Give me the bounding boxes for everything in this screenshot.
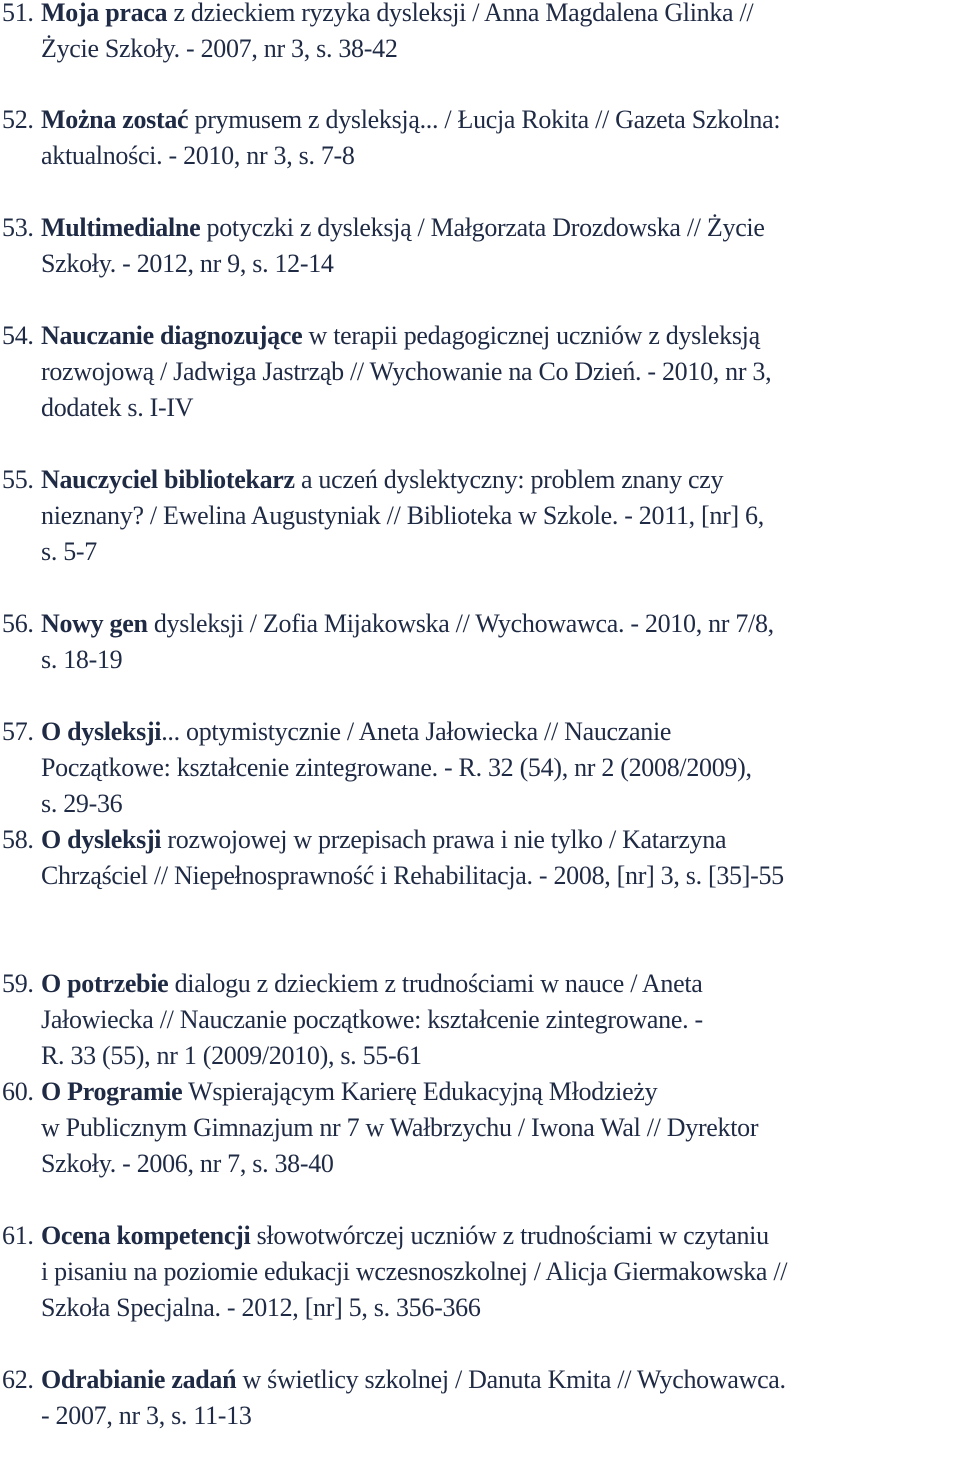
entry-text <box>41 822 959 894</box>
entry-segment: rozwojowej w przepisach prawa i nie tylko / Katarzyna <box>161 825 727 854</box>
entry-title-keyword: Nowy gen <box>41 609 148 638</box>
entry-segment: rozwojową / Jadwiga Jastrząb // Wychowanie na Co Dzień. - 2010, nr 3, <box>41 357 772 386</box>
entry-line <box>41 354 959 390</box>
entry-line <box>41 750 959 786</box>
entry-segment: Wspierającym Karierę Edukacyjną Młodzieży <box>182 1077 658 1106</box>
entry-segment: w świetlicy szkolnej / Danuta Kmita // Wychowawca. <box>236 1365 786 1394</box>
entry-line <box>41 1254 959 1290</box>
entry-segment: dodatek s. I-IV <box>41 393 194 422</box>
entry-segment: s. 5-7 <box>41 537 97 566</box>
entry-number: 58. <box>2 825 34 854</box>
entry-number: 60. <box>2 1077 34 1106</box>
entry-title-keyword: O dysleksji <box>41 825 162 854</box>
entry-line <box>41 1074 959 1110</box>
entry-segment: dysleksji / Zofia Mijakowska // Wychowawca. - 2010, nr 7/8, <box>147 609 774 638</box>
entry-title-keyword: Można zostać <box>41 105 189 134</box>
entry-segment: ... optymistycznie / Aneta Jałowiecka // Nauczanie <box>161 717 672 746</box>
entry-text <box>41 318 959 426</box>
entry-title-keyword: Odrabianie zadań <box>41 1365 237 1394</box>
entry-segment: R. 33 (55), nr 1 (2009/2010), s. 55-61 <box>41 1041 422 1070</box>
entry-segment: słowotwórczej uczniów z trudnościami w czytaniu <box>250 1221 769 1250</box>
entry-title-keyword: O Programie <box>41 1077 183 1106</box>
entry-text <box>41 606 959 678</box>
entry-line <box>41 138 959 174</box>
entry-title-keyword: O dysleksji <box>41 717 162 746</box>
entry-number: 53. <box>2 213 34 242</box>
entry-segment: potyczki z dysleksją / Małgorzata Drozdowska // Życie <box>200 213 765 242</box>
entry-line <box>41 1218 959 1254</box>
entry-number: 59. <box>2 969 34 998</box>
entry-line <box>41 318 959 354</box>
entry-number: 57. <box>2 717 34 746</box>
entry-text <box>41 210 959 282</box>
entry-text <box>41 1074 959 1182</box>
entry-number: 51. <box>2 0 34 27</box>
entry-segment: w Publicznym Gimnazjum nr 7 w Wałbrzychu / Iwona Wal // Dyrektor <box>41 1113 759 1142</box>
entry-number: 52. <box>2 105 34 134</box>
entry-segment: aktualności. - 2010, nr 3, s. 7-8 <box>41 141 355 170</box>
entry-number: 61. <box>2 1221 34 1250</box>
entry-number: 55. <box>2 465 34 494</box>
entry-segment: Szkoła Specjalna. - 2012, [nr] 5, s. 356-366 <box>41 1293 481 1322</box>
entry-title-keyword: Ocena kompetencji <box>41 1221 251 1250</box>
entry-line <box>41 534 959 570</box>
entry-line <box>41 1146 959 1182</box>
entry-line <box>41 1038 959 1074</box>
entry-segment: dialogu z dzieckiem z trudnościami w nauce / Aneta <box>168 969 703 998</box>
entry-number: 62. <box>2 1365 34 1394</box>
entry-line <box>41 822 959 858</box>
entry-line <box>41 714 959 750</box>
entry-segment: Początkowe: kształcenie zintegrowane. - R. 32 (54), nr 2 (2008/2009), <box>41 753 752 782</box>
entry-text <box>41 1218 959 1326</box>
entry-title-keyword: O potrzebie <box>41 969 169 998</box>
entry-text <box>41 1362 959 1434</box>
entry-segment: Chrząściel // Niepełnosprawność i Rehabilitacja. - 2008, [nr] 3, s. [35]-55 <box>41 861 784 890</box>
entry-line <box>41 1110 959 1146</box>
entry-line <box>41 786 959 822</box>
entry-segment: s. 18-19 <box>41 645 123 674</box>
entry-line <box>41 102 959 138</box>
entry-title-keyword: Multimedialne <box>41 213 201 242</box>
entry-segment: Szkoły. - 2006, nr 7, s. 38-40 <box>41 1149 334 1178</box>
entry-line <box>41 1362 959 1398</box>
entry-line <box>41 210 959 246</box>
entry-line <box>41 498 959 534</box>
entry-segment: prymusem z dysleksją... / Łucja Rokita // Gazeta Szkolna: <box>188 105 781 134</box>
entry-line <box>41 858 959 894</box>
entry-line <box>41 642 959 678</box>
entry-text <box>41 102 959 174</box>
entry-text <box>41 966 959 1074</box>
entry-line <box>41 31 959 67</box>
entry-line <box>41 1290 959 1326</box>
entry-segment: Jałowiecka // Nauczanie początkowe: kształcenie zintegrowane. - <box>41 1005 703 1034</box>
entry-line <box>41 390 959 426</box>
entry-segment: w terapii pedagogicznej uczniów z dysleksją <box>302 321 760 350</box>
entry-segment: Szkoły. - 2012, nr 9, s. 12-14 <box>41 249 334 278</box>
entry-line <box>41 462 959 498</box>
entry-segment: s. 29-36 <box>41 789 123 818</box>
entry-line <box>41 246 959 282</box>
entry-text <box>41 0 959 67</box>
entry-segment: - 2007, nr 3, s. 11-13 <box>41 1401 252 1430</box>
entry-text <box>41 462 959 570</box>
entry-line <box>41 0 959 31</box>
entry-segment: z dzieckiem ryzyka dysleksji / Anna Magdalena Glinka // <box>167 0 754 27</box>
entry-line <box>41 966 959 1002</box>
entry-segment: a uczeń dyslektyczny: problem znany czy <box>294 465 724 494</box>
entry-line <box>41 1398 959 1434</box>
entry-segment: nieznany? / Ewelina Augustyniak // Biblioteka w Szkole. - 2011, [nr] 6, <box>41 501 764 530</box>
entry-text <box>41 714 959 822</box>
entry-title-keyword: Moja praca <box>41 0 168 27</box>
entry-title-keyword: Nauczanie diagnozujące <box>41 321 303 350</box>
entry-title-keyword: Nauczyciel bibliotekarz <box>41 465 295 494</box>
entry-number: 54. <box>2 321 34 350</box>
entry-segment: i pisaniu na poziomie edukacji wczesnoszkolnej / Alicja Giermakowska // <box>41 1257 788 1286</box>
entry-line <box>41 1002 959 1038</box>
entry-segment: Życie Szkoły. - 2007, nr 3, s. 38-42 <box>41 34 398 63</box>
entry-line <box>41 606 959 642</box>
entry-number: 56. <box>2 609 34 638</box>
